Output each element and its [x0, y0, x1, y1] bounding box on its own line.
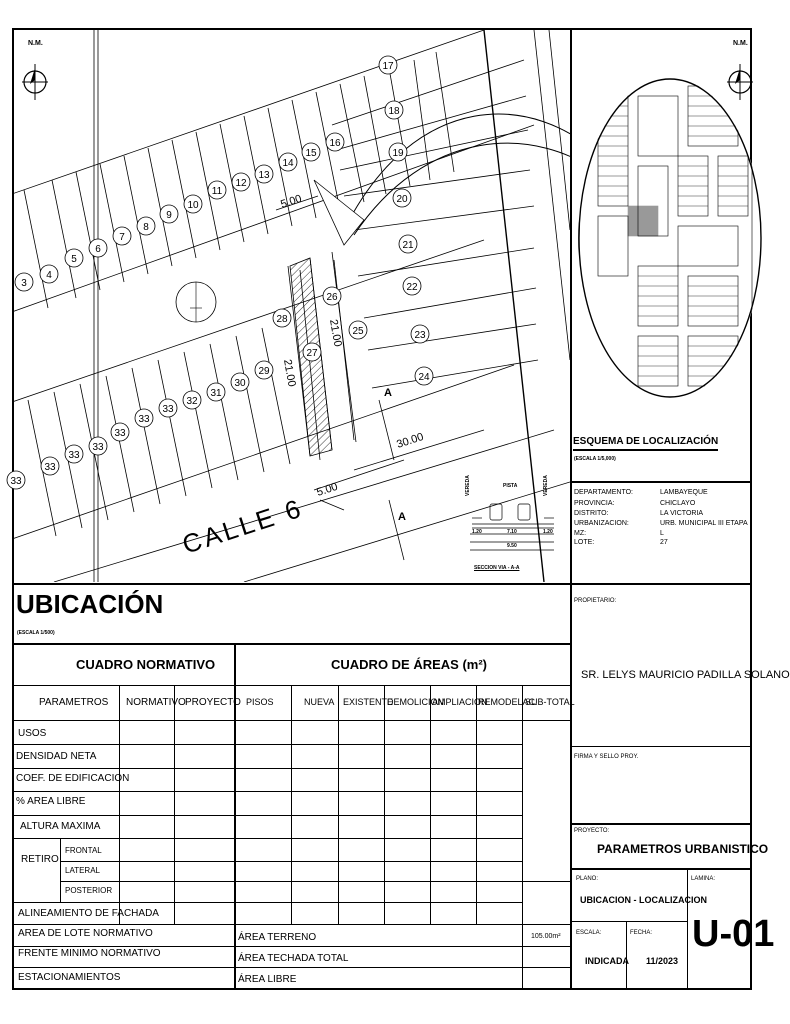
svg-text:33: 33 — [92, 442, 104, 453]
lot-33g — [7, 471, 25, 489]
divider — [291, 685, 292, 924]
svg-text:14: 14 — [282, 158, 294, 169]
plano-label: PLANO: — [576, 876, 599, 882]
svg-text:33: 33 — [114, 428, 126, 439]
col-nueva: NUEVA — [304, 697, 335, 707]
lot-26 — [323, 287, 341, 305]
row-alineamiento: ALINEAMIENTO DE FACHADA — [18, 908, 159, 919]
ubicacion-title: UBICACIÓN — [16, 589, 164, 619]
area-libre-label: ÁREA LIBRE — [238, 974, 297, 985]
info-value: LA VICTORIA — [660, 510, 704, 517]
propietario-label: PROPIETARIO: — [574, 598, 617, 604]
divider — [12, 643, 570, 645]
section-a-bottom: A — [398, 511, 406, 523]
info-label: URBANIZACION: — [574, 520, 629, 527]
lot-16 — [326, 133, 344, 151]
svg-text:19: 19 — [392, 148, 404, 159]
row-retiro: RETIRO — [21, 854, 59, 865]
row-area-lote: AREA DE LOTE NORMATIVO — [18, 928, 153, 939]
lot-8 — [137, 217, 155, 235]
svg-text:18: 18 — [388, 106, 400, 117]
lot-33b — [135, 409, 153, 427]
svg-text:15: 15 — [305, 148, 317, 159]
svg-text:17: 17 — [382, 61, 394, 72]
ubicacion-scale: (ESCALA 1/500) — [17, 630, 55, 636]
area-terreno-value: 105.00m² — [531, 933, 561, 940]
svg-text:11: 11 — [211, 186, 223, 197]
svg-text:7: 7 — [119, 232, 125, 243]
divider — [522, 685, 523, 990]
lot-18 — [385, 101, 403, 119]
plano-name: UBICACION - LOCALIZACION — [580, 895, 707, 905]
svg-text:24: 24 — [418, 372, 430, 383]
area-terreno-label: ÁREA TERRENO — [238, 932, 317, 943]
dim-5-bottom: 5.00 — [315, 480, 340, 499]
row-densidad: DENSIDAD NETA — [16, 751, 97, 762]
lot-13 — [255, 165, 273, 183]
row-usos: USOS — [18, 728, 47, 739]
lot-12 — [232, 173, 250, 191]
divider — [60, 861, 522, 862]
lot-33c — [111, 423, 129, 441]
fecha-label: FECHA: — [630, 930, 653, 936]
svg-text:29: 29 — [258, 366, 270, 377]
col-subtotal: SUB-TOTAL — [525, 697, 575, 707]
lot-27 — [303, 343, 321, 361]
lot-7 — [113, 227, 131, 245]
divider — [12, 946, 570, 947]
svg-text:13: 13 — [258, 170, 270, 181]
lot-25 — [349, 321, 367, 339]
divider — [234, 643, 236, 990]
row-area-libre: % AREA LIBRE — [16, 796, 86, 807]
divider — [476, 685, 477, 924]
info-value: URB. MUNICIPAL III ETAPA — [660, 520, 748, 527]
lot-33d — [89, 437, 107, 455]
dim-30: 30.00 — [395, 430, 426, 451]
col-ampliacion: AMPLIACION — [432, 697, 488, 707]
info-label: PROVINCIA: — [574, 500, 615, 507]
info-value: 27 — [660, 539, 668, 546]
lot-14 — [279, 153, 297, 171]
location-title: ESQUEMA DE LOCALIZACIÓN — [573, 437, 718, 451]
info-label: DEPARTAMENTO: — [574, 489, 633, 496]
lot-22 — [403, 277, 421, 295]
row-altura: ALTURA MAXIMA — [20, 821, 101, 832]
section-dim-950: 9.50 — [507, 543, 517, 549]
lot-31 — [207, 383, 225, 401]
lot-4 — [40, 265, 58, 283]
section-pista: PISTA — [503, 483, 518, 489]
info-value: CHICLAYO — [660, 500, 696, 507]
row-coef: COEF. DE EDIFICACION — [16, 773, 130, 784]
fecha-value: 11/2023 — [646, 956, 679, 966]
info-label: DISTRITO: — [574, 510, 609, 517]
svg-text:12: 12 — [235, 178, 247, 189]
col-pisos: PISOS — [246, 697, 274, 707]
escala-label: ESCALA: — [576, 930, 602, 936]
row-frente: FRENTE MINIMO NORMATIVO — [18, 948, 161, 959]
divider — [570, 921, 687, 922]
lot-15 — [302, 143, 320, 161]
lot-19 — [389, 143, 407, 161]
lot-33a — [159, 399, 177, 417]
section-dim-710: 7.10 — [507, 529, 517, 535]
divider — [119, 685, 120, 924]
svg-text:27: 27 — [306, 348, 318, 359]
row-retiro-lateral: LATERAL — [65, 866, 100, 875]
north-label-left: N.M. — [28, 40, 43, 47]
location-map — [578, 76, 752, 400]
lot-32 — [183, 391, 201, 409]
info-value: LAMBAYEQUE — [660, 489, 708, 496]
lot-24 — [415, 367, 433, 385]
col-proyecto: PROYECTO — [185, 697, 241, 708]
svg-text:33: 33 — [10, 476, 22, 487]
divider — [12, 815, 522, 816]
svg-text:33: 33 — [44, 462, 56, 473]
divider — [174, 685, 175, 924]
divider — [12, 791, 522, 792]
svg-text:5: 5 — [71, 254, 77, 265]
divider — [12, 838, 522, 839]
svg-text:25: 25 — [352, 326, 364, 337]
section-title: SECCION VIA - A-A — [474, 565, 520, 571]
section-dim-120a: 1.20 — [472, 529, 482, 535]
divider — [12, 967, 570, 968]
lot-33f — [41, 457, 59, 475]
section-vereda-left: VEREDA — [465, 475, 471, 496]
north-arrow-icon — [22, 62, 48, 102]
svg-text:10: 10 — [187, 200, 199, 211]
lot-28 — [273, 309, 291, 327]
lot-20 — [393, 189, 411, 207]
info-value: L — [660, 530, 664, 537]
col-parametros: PARAMETROS — [39, 697, 109, 708]
info-block — [574, 489, 750, 549]
info-label: LOTE: — [574, 539, 595, 546]
divider — [12, 583, 752, 585]
svg-text:33: 33 — [138, 414, 150, 425]
street-name: CALLE 6 — [178, 492, 307, 560]
north-label-right: N.M. — [733, 40, 748, 47]
svg-text:33: 33 — [162, 404, 174, 415]
divider — [12, 744, 522, 745]
section-vereda-right: VEREDA — [543, 475, 549, 496]
lot-29 — [255, 361, 273, 379]
svg-text:9: 9 — [166, 210, 172, 221]
info-label: MZ: — [574, 530, 587, 537]
divider — [570, 868, 752, 870]
cuadro-normativo-title: CUADRO NORMATIVO — [76, 657, 216, 672]
dim-5-top: 5.00 — [279, 192, 304, 211]
lot-17 — [379, 56, 397, 74]
area-techada-label: ÁREA TECHADA TOTAL — [238, 953, 349, 964]
lot-9 — [160, 205, 178, 223]
dim-21-left: 21.00 — [281, 358, 298, 388]
svg-text:33: 33 — [68, 450, 80, 461]
svg-text:30: 30 — [234, 378, 246, 389]
divider — [384, 685, 385, 924]
row-retiro-frontal: FRONTAL — [65, 846, 102, 855]
divider — [60, 881, 570, 882]
lot-3 — [15, 273, 33, 291]
col-normativo: NORMATIVO — [126, 697, 186, 708]
svg-text:31: 31 — [210, 388, 222, 399]
proyecto-label: PROYECTO: — [574, 828, 610, 834]
divider — [60, 838, 61, 902]
lot-30 — [231, 373, 249, 391]
divider — [570, 481, 752, 483]
svg-text:4: 4 — [46, 270, 52, 281]
row-retiro-posterior: POSTERIOR — [65, 886, 113, 895]
firma-label: FIRMA Y SELLO PROY. — [574, 754, 639, 760]
right-column-border — [570, 28, 572, 990]
divider — [430, 685, 431, 924]
divider — [338, 685, 339, 924]
svg-text:8: 8 — [143, 222, 149, 233]
svg-text:23: 23 — [414, 330, 426, 341]
svg-text:28: 28 — [276, 314, 288, 325]
divider — [12, 768, 522, 769]
divider — [12, 902, 522, 903]
svg-text:3: 3 — [21, 278, 27, 289]
col-existente: EXISTENTE — [343, 697, 394, 707]
lot-21 — [399, 235, 417, 253]
svg-text:22: 22 — [406, 282, 418, 293]
propietario-name: SR. LELYS MAURICIO PADILLA SOLANO — [581, 669, 790, 681]
col-demolicion: DEMOLICION — [387, 697, 445, 707]
lot-6 — [89, 239, 107, 257]
section-dim-120b: 1.20 — [543, 529, 553, 535]
col-remodelac: REMODELAC. — [478, 697, 538, 707]
location-scale: (ESCALA 1/5,000) — [574, 456, 616, 462]
lot-5 — [65, 249, 83, 267]
section-a-top: A — [384, 387, 392, 399]
lamina-code: U-01 — [692, 913, 775, 955]
svg-text:20: 20 — [396, 194, 408, 205]
svg-text:21: 21 — [402, 240, 414, 251]
cuadro-areas-title: CUADRO DE ÁREAS (m²) — [331, 657, 487, 672]
lot-23 — [411, 325, 429, 343]
proyecto-name: PARAMETROS URBANISTICO — [597, 842, 769, 856]
svg-text:6: 6 — [95, 244, 101, 255]
svg-text:26: 26 — [326, 292, 338, 303]
lot-33e — [65, 445, 83, 463]
lamina-label: LAMINA: — [691, 876, 716, 882]
lot-11 — [208, 181, 226, 199]
divider — [687, 868, 688, 990]
svg-text:16: 16 — [329, 138, 341, 149]
divider — [570, 823, 752, 825]
divider — [570, 746, 752, 747]
divider — [12, 924, 570, 925]
escala-value: INDICADA — [585, 956, 629, 966]
svg-text:32: 32 — [186, 396, 198, 407]
row-estacionamientos: ESTACIONAMIENTOS — [18, 972, 121, 983]
lot-10 — [184, 195, 202, 213]
dim-21-right: 21.00 — [327, 318, 344, 348]
